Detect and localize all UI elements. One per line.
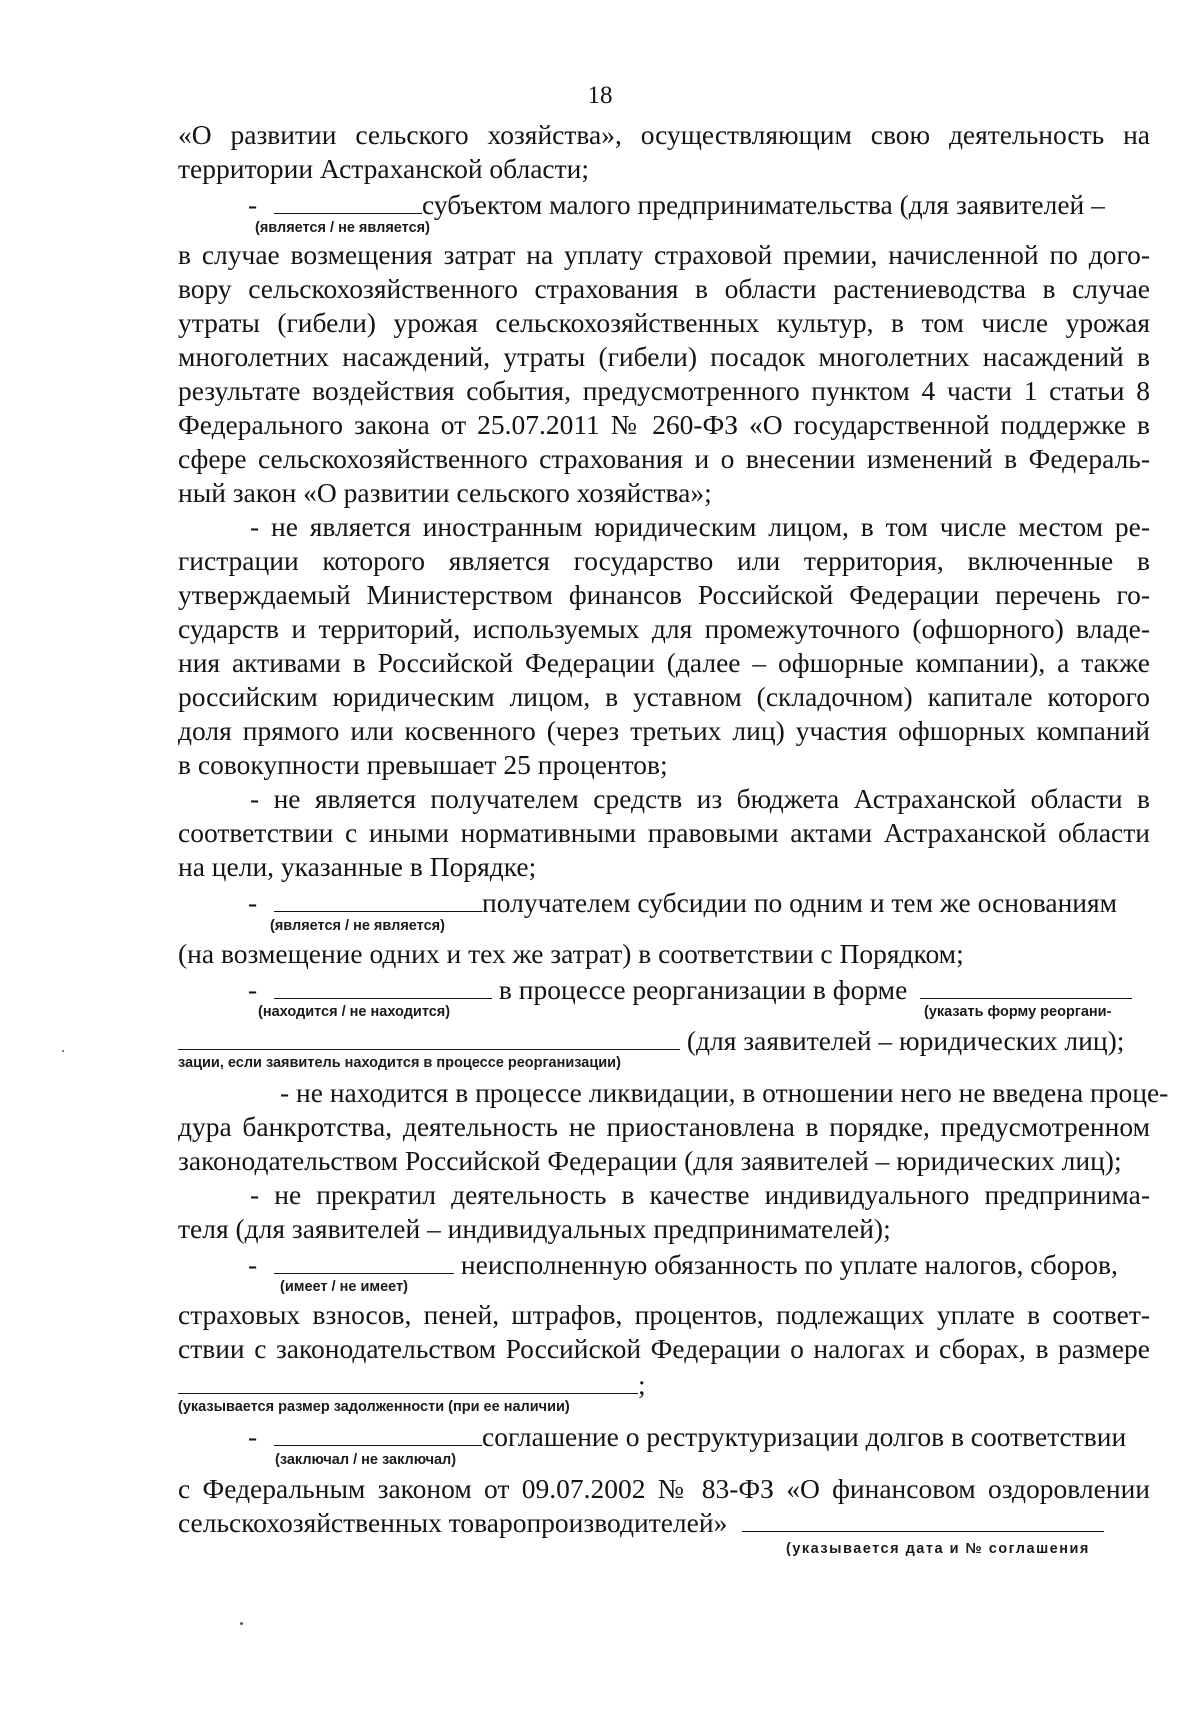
list-dash: - [248, 887, 258, 918]
page-number: 18 [587, 82, 613, 109]
text-line: - не является иностранным юридическим лицом, в том числе местом ре- [250, 511, 1150, 542]
blank-field[interactable] [274, 974, 492, 999]
field-caption: (указывается размер задолженности (при ее наличии) [178, 1399, 570, 1415]
text-line: дура банкротства, деятельность не приостановлена в порядке, предусмотренном [178, 1111, 1150, 1142]
text-line: вору сельскохозяйственного страхования в области растениеводства в случае [178, 273, 1150, 304]
text-line: соответствии с иными нормативными правовыми актами Астраханской области [178, 817, 1150, 848]
field-caption: (является / не является) [270, 918, 445, 934]
text-line: территории Астраханской области; [178, 153, 589, 184]
field-caption: зации, если заявитель находится в процессе реорганизации) [178, 1055, 621, 1071]
blank-field-debt-amount[interactable] [178, 1369, 638, 1394]
text-line: - не является получателем средств из бюджета Астраханской области в [250, 783, 1150, 814]
semicolon: ; [638, 1369, 646, 1400]
text-line: в совокупности превышает 25 процентов; [178, 749, 668, 780]
fill-in-line [178, 1024, 1124, 1058]
text-line: ствии с законодательством Российской Федерации о налогах и сборах, в размере [178, 1333, 1150, 1364]
text-line: теля (для заявителей – индивидуальных предпринимателей); [178, 1213, 891, 1244]
text-line: многолетних насаждений, утраты (гибели) посадок многолетних насаждений в [178, 341, 1150, 372]
fill-in-line [248, 1420, 1126, 1454]
fill-in-line [178, 1506, 1104, 1540]
scan-speck [240, 1622, 243, 1625]
blank-text: неисполненную обязанность по уплате налогов, сборов, [460, 1249, 1118, 1280]
text-line: ный закон «О развитии сельского хозяйства»; [178, 477, 712, 508]
blank-field[interactable] [274, 1249, 454, 1274]
field-caption-right: (указать форму реоргани- [924, 1004, 1112, 1020]
field-caption: (заключал / не заключал) [275, 1452, 457, 1468]
text-line: с Федеральным законом от 09.07.2002 № 83-ФЗ «О финансовом оздоровлении [178, 1473, 1150, 1504]
fill-in-line [178, 1368, 646, 1402]
text-line: - не прекратил деятельность в качестве индивидуального предпринима- [250, 1179, 1150, 1210]
blank-text: в процессе реорганизации в форме [498, 974, 908, 1005]
text-line: доля прямого или косвенного (через третьих лиц) участия офшорных компаний [178, 715, 1150, 746]
text-line: «О развитии сельского хозяйства», осуществляющим свою деятельность на [178, 119, 1150, 150]
text-line: сфере сельскохозяйственного страхования и о внесении изменений в Федераль- [178, 443, 1150, 474]
blank-field-reorg-form[interactable] [920, 974, 1132, 999]
blank-text: получателем субсидии по одним и тем же основаниям [482, 887, 1118, 918]
text-line: Федерального закона от 25.07.2011 № 260-ФЗ «О государственной поддержке в [178, 409, 1150, 440]
text-line: сударств и территорий, используемых для промежуточного (офшорного) владе- [178, 613, 1150, 644]
list-dash: - [248, 189, 258, 220]
blank-field-agreement[interactable] [742, 1507, 1104, 1532]
blank-text: (для заявителей – юридических лиц); [686, 1025, 1125, 1056]
text-line: российским юридическим лицом, в уставном (складочном) капитале которого [178, 681, 1150, 712]
fill-in-line [248, 1248, 1118, 1282]
field-caption: (указывается дата и № соглашения [786, 1541, 1090, 1557]
text-line: в случае возмещения затрат на уплату страховой премии, начисленной по дого- [178, 239, 1150, 270]
fill-in-line [248, 973, 1132, 1007]
field-caption: (находится / не находится) [258, 1004, 451, 1020]
text-line: гистрации которого является государство или территория, включенные в [178, 545, 1150, 576]
fill-in-line [248, 886, 1117, 920]
text-line: страховых взносов, пеней, штрафов, процентов, подлежащих уплате в соответ- [178, 1299, 1150, 1330]
field-caption: (имеет / не имеет) [280, 1279, 408, 1295]
fill-in-line [248, 188, 1105, 222]
list-dash: - [248, 1421, 258, 1452]
blank-field[interactable] [274, 189, 422, 214]
text-line: (на возмещение одних и тех же затрат) в соответствии с Порядком; [178, 938, 964, 969]
text-line: на цели, указанные в Порядке; [178, 851, 537, 882]
text-line: - не находится в процессе ликвидации, в отношении него не введена проце- [280, 1077, 1169, 1108]
list-dash: - [248, 1249, 258, 1280]
list-dash: - [248, 974, 258, 1005]
blank-text: субъектом малого предпринимательства (для заявителей – [422, 189, 1105, 220]
text-line: утраты (гибели) урожая сельскохозяйственных культур, в том числе урожая [178, 307, 1150, 338]
text-line: результате воздействия события, предусмотренного пунктом 4 части 1 статьи 8 [178, 375, 1150, 406]
blank-text: соглашение о реструктуризации долгов в соответствии [482, 1421, 1127, 1452]
field-caption: (является / не является) [255, 220, 430, 236]
text-line: ния активами в Российской Федерации (далее – офшорные компании), а также [178, 647, 1150, 678]
blank-field[interactable] [274, 1421, 482, 1446]
text-line: сельскохозяйственных товаропроизводителей» [178, 1507, 728, 1538]
blank-field[interactable] [274, 887, 482, 912]
text-line: законодательством Российской Федерации (для заявителей – юридических лиц); [178, 1145, 1122, 1176]
text-line: утверждаемый Министерством финансов Российской Федерации перечень го- [178, 579, 1150, 610]
scan-speck [62, 1050, 64, 1052]
blank-field-reorg-cont[interactable] [178, 1025, 680, 1050]
